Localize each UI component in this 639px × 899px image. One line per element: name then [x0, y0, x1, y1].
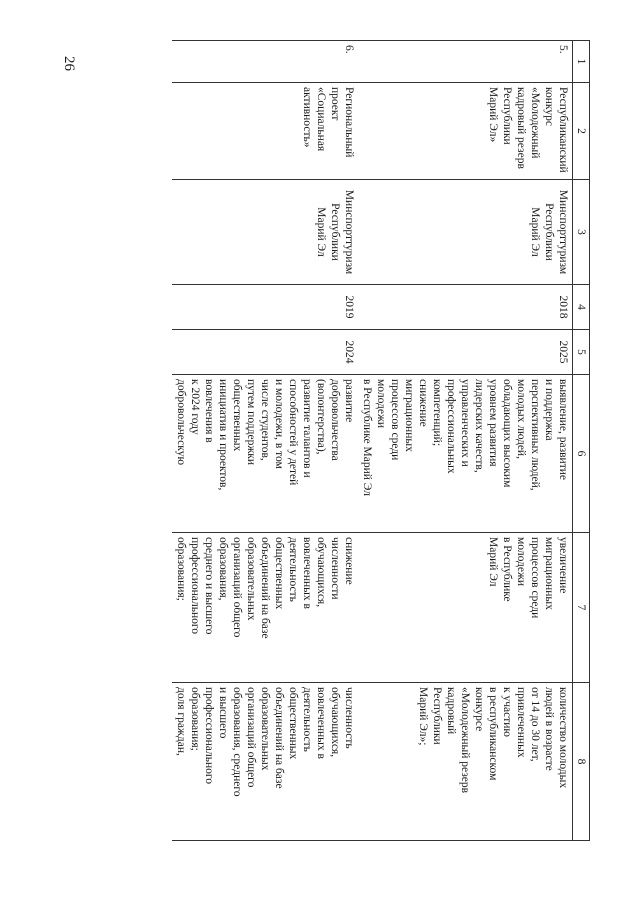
column-header: 6 [572, 375, 589, 533]
cell-line: Марий Эл» [486, 87, 499, 143]
cell-line: образовательных [258, 687, 271, 771]
cell-line: общественных [272, 537, 285, 610]
event-name-cell [358, 83, 573, 180]
cell-line: числе студентов, [258, 379, 271, 461]
cell-line: Минспорттуризм [556, 189, 569, 275]
cell-line: образования; [174, 537, 187, 601]
cell-line: общественных [286, 687, 299, 760]
cell-line: к участию [500, 687, 513, 737]
cell-line: обучающихся, [328, 687, 341, 758]
header-row [572, 41, 589, 841]
cell-line: деятельность [300, 687, 313, 752]
cell-line: управленческих и [458, 379, 471, 467]
cell-line: молодых людей, [514, 379, 527, 459]
cell-line: людей в возрасте [542, 687, 555, 771]
cell-line: выявление, развитие [556, 379, 569, 480]
cell-line: и молодежи, в том [272, 379, 285, 469]
cell-line: кадровый [444, 687, 457, 735]
start-year-cell: 2018 [358, 285, 573, 330]
cell-line: образовательных [244, 537, 257, 621]
cell-line: Марий Эл»; [416, 687, 429, 746]
end-year-cell: 2024 [172, 330, 358, 375]
cell-line: миграционных [542, 537, 555, 610]
cell-line: проект [328, 87, 341, 121]
indicator-cell [358, 683, 573, 841]
cell-line: процессов среди [528, 537, 541, 619]
cell-line: активность» [300, 87, 313, 148]
cell-line: путем поддержки [244, 379, 257, 466]
cell-line: Минспорттуризм [342, 189, 355, 275]
row-number: 6. [172, 41, 358, 83]
table-row [358, 41, 573, 841]
cell-line: привлеченных [514, 687, 527, 758]
cell-line: Республики [328, 203, 341, 261]
cell-line: образования; [188, 687, 201, 751]
cell-line: образования, [216, 537, 229, 601]
cell-line: молодежи [514, 537, 527, 587]
cell-line: к 2024 году [188, 379, 201, 435]
column-header: 2 [572, 83, 589, 180]
cell-line: объединений на базе [272, 687, 285, 789]
event-name-cell [172, 83, 358, 180]
cell-line: вовлечения в [202, 379, 215, 443]
cell-line: «Молодежный [528, 87, 541, 159]
content-cell [358, 375, 573, 533]
cell-line: вовлеченных в [300, 537, 313, 609]
cell-line: кадровый резерв [514, 87, 527, 169]
cell-line: инициатив и проектов, [216, 379, 229, 491]
cell-line: миграционных [402, 379, 415, 452]
cell-line: и поддержка [542, 379, 555, 441]
cell-line: лидерских качеств, [472, 379, 485, 473]
cell-line: деятельность [286, 537, 299, 602]
cell-line: среднего и высшего [202, 537, 215, 635]
cell-line: обладающих высоким [500, 379, 513, 488]
cell-line: процессов среди [388, 379, 401, 461]
cell-line: Республики [542, 203, 555, 261]
cell-line: организаций общего [230, 537, 243, 638]
cell-line: «Молодежный резерв [458, 687, 471, 794]
executor-cell [358, 180, 573, 285]
cell-line: добровольчества [328, 379, 341, 461]
indicator-cell [172, 683, 358, 841]
cell-line: численности [328, 537, 341, 600]
cell-line: в Республике Марий Эл [360, 379, 373, 496]
cell-line: обучающихся, [314, 537, 327, 608]
cell-line: Республики [430, 687, 443, 745]
cell-line: профессионального [188, 537, 201, 635]
cell-line: компетенций; [430, 379, 443, 447]
cell-line: Марий Эл [528, 207, 541, 257]
cell-line: вовлеченных в [314, 687, 327, 759]
cell-line: Республики [500, 87, 513, 145]
cell-line: количество молодых [556, 687, 569, 789]
cell-line: доля граждан, [174, 687, 187, 756]
end-year-cell: 2025 [358, 330, 573, 375]
column-header: 8 [572, 683, 589, 841]
result-cell [358, 533, 573, 683]
cell-line: конкурсе [472, 687, 485, 732]
result-cell [172, 533, 358, 683]
cell-line: численность [342, 687, 355, 749]
cell-line: способностей у детей [286, 379, 299, 486]
cell-line: Региональный [342, 87, 355, 158]
content-cell [172, 375, 358, 533]
cell-line: увеличение [556, 537, 569, 594]
cell-line: снижение [416, 379, 429, 427]
table-container [118, 40, 590, 840]
executor-cell [172, 180, 358, 285]
table-row [172, 41, 358, 841]
cell-line: Марий Эл [314, 207, 327, 257]
cell-line: уровнем развития [486, 379, 499, 467]
row-number: 5. [358, 41, 573, 83]
cell-line: от 14 до 30 лет, [528, 687, 541, 762]
cell-line: Республиканский [556, 87, 569, 173]
program-table [172, 40, 590, 841]
cell-line: объединений на базе [258, 537, 271, 639]
cell-line: и высшего [216, 687, 229, 739]
cell-line: перспективных людей, [528, 379, 541, 491]
cell-line: развитие талантов и [300, 379, 313, 478]
column-header: 4 [572, 285, 589, 330]
cell-line: профессиональных [444, 379, 457, 474]
cell-line: «Социальная [314, 87, 327, 152]
column-header: 5 [572, 330, 589, 375]
column-header: 7 [572, 533, 589, 683]
cell-line: профессионального [202, 687, 215, 785]
cell-line: конкурс [542, 87, 555, 126]
cell-line: образования, среднего [230, 687, 243, 797]
column-header: 1 [572, 41, 589, 83]
cell-line: развитие [342, 379, 355, 423]
cell-line: снижение [342, 537, 355, 585]
cell-line: в республиканском [486, 687, 499, 781]
cell-line: (волонтерства), [314, 379, 327, 455]
cell-line: общественных [230, 379, 243, 452]
cell-line: Марий Эл [486, 537, 499, 587]
cell-line: в Республике [500, 537, 513, 602]
cell-line: молодежи [374, 379, 387, 429]
cell-line: добровольческую [174, 379, 187, 466]
column-header: 3 [572, 180, 589, 285]
page-number: 26 [61, 56, 77, 71]
start-year-cell: 2019 [172, 285, 358, 330]
cell-line: организаций общего [244, 687, 257, 788]
